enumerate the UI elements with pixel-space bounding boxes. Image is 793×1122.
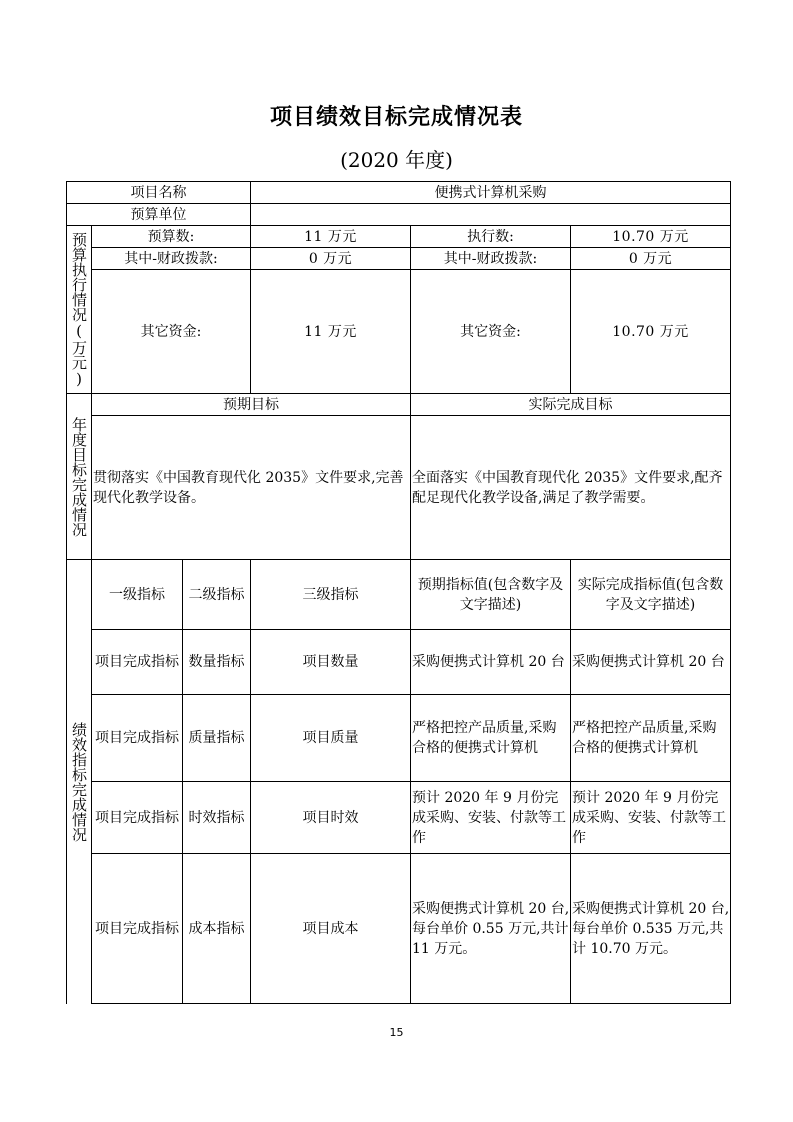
level3-cell: 项目数量 [251, 630, 411, 695]
level3-header: 三级指标 [251, 560, 411, 630]
fiscal-row [67, 248, 731, 270]
other-funds-row [67, 270, 731, 394]
annual-content-row [67, 416, 731, 560]
expected-goal-header: 预期目标 [92, 394, 411, 416]
level2-header: 二级指标 [183, 560, 251, 630]
table-row [67, 782, 731, 854]
fiscal-value-budget: 0 万元 [251, 248, 411, 270]
level1-cell: 项目完成指标 [92, 630, 183, 695]
actual-value-cell: 采购便携式计算机 20 台,每台单价 0.535 万元,共计 10.70 万元。 [571, 854, 731, 1004]
other-value-budget: 11 万元 [251, 270, 411, 394]
expected-goal-text: 贯彻落实《中国教育现代化 2035》文件要求,完善现代化教学设备。 [92, 416, 411, 560]
annual-header-row [67, 394, 731, 416]
budget-unit-value [251, 204, 731, 226]
level2-cell: 成本指标 [183, 854, 251, 1004]
level1-cell: 项目完成指标 [92, 695, 183, 782]
expected-value-cell: 采购便携式计算机 20 台,每台单价 0.55 万元,共计 11 万元。 [411, 854, 571, 1004]
level1-cell: 项目完成指标 [92, 854, 183, 1004]
actual-value-header: 实际完成指标值(包含数字及文字描述) [571, 560, 731, 630]
performance-section-label: 绩效指标完成情况 [67, 560, 92, 1004]
table-row [67, 695, 731, 782]
level2-cell: 数量指标 [183, 630, 251, 695]
expected-value-header: 预期指标值(包含数字及文字描述) [411, 560, 571, 630]
level3-cell: 项目成本 [251, 854, 411, 1004]
actual-goal-text: 全面落实《中国教育现代化 2035》文件要求,配齐配足现代化教学设备,满足了教学需要。 [411, 416, 731, 560]
level1-cell: 项目完成指标 [92, 782, 183, 854]
fiscal-value-executed: 0 万元 [571, 248, 731, 270]
other-value-executed: 10.70 万元 [571, 270, 731, 394]
level2-cell: 时效指标 [183, 782, 251, 854]
project-name-row [67, 182, 731, 204]
project-name-label: 项目名称 [67, 182, 251, 204]
level3-cell: 项目质量 [251, 695, 411, 782]
expected-value-cell: 采购便携式计算机 20 台 [411, 630, 571, 695]
page-subtitle: (2020 年度) [340, 148, 453, 172]
actual-value-cell: 预计 2020 年 9 月份完成采购、安装、付款等工作 [571, 782, 731, 854]
level3-cell: 项目时效 [251, 782, 411, 854]
other-label-executed: 其它资金: [411, 270, 571, 394]
actual-goal-header: 实际完成目标 [411, 394, 731, 416]
actual-value-cell: 严格把控产品质量,采购合格的便携式计算机 [571, 695, 731, 782]
executed-label: 执行数: [411, 226, 571, 248]
project-name-value: 便携式计算机采购 [251, 182, 731, 204]
annual-section-label: 年度目标完成情况 [67, 394, 92, 560]
page-title: 项目绩效目标完成情况表 [269, 104, 523, 130]
level1-header: 一级指标 [92, 560, 183, 630]
expected-value-cell: 严格把控产品质量,采购合格的便携式计算机 [411, 695, 571, 782]
other-label-budget: 其它资金: [92, 270, 251, 394]
table-row [67, 854, 731, 1004]
budget-label: 预算数: [92, 226, 251, 248]
level2-cell: 质量指标 [183, 695, 251, 782]
budget-unit-label: 预算单位 [67, 204, 251, 226]
budget-section-label: 预算执行情况(万元) [67, 226, 92, 394]
budget-row [67, 226, 731, 248]
actual-value-cell: 采购便携式计算机 20 台 [571, 630, 731, 695]
fiscal-label-budget: 其中-财政拨款: [92, 248, 251, 270]
expected-value-cell: 预计 2020 年 9 月份完成采购、安装、付款等工作 [411, 782, 571, 854]
page-number: 15 [389, 1026, 404, 1039]
performance-table [66, 181, 731, 1004]
indicator-header-row [67, 560, 731, 630]
executed-value: 10.70 万元 [571, 226, 731, 248]
fiscal-label-executed: 其中-财政拨款: [411, 248, 571, 270]
budget-unit-row [67, 204, 731, 226]
table-row [67, 630, 731, 695]
budget-value: 11 万元 [251, 226, 411, 248]
